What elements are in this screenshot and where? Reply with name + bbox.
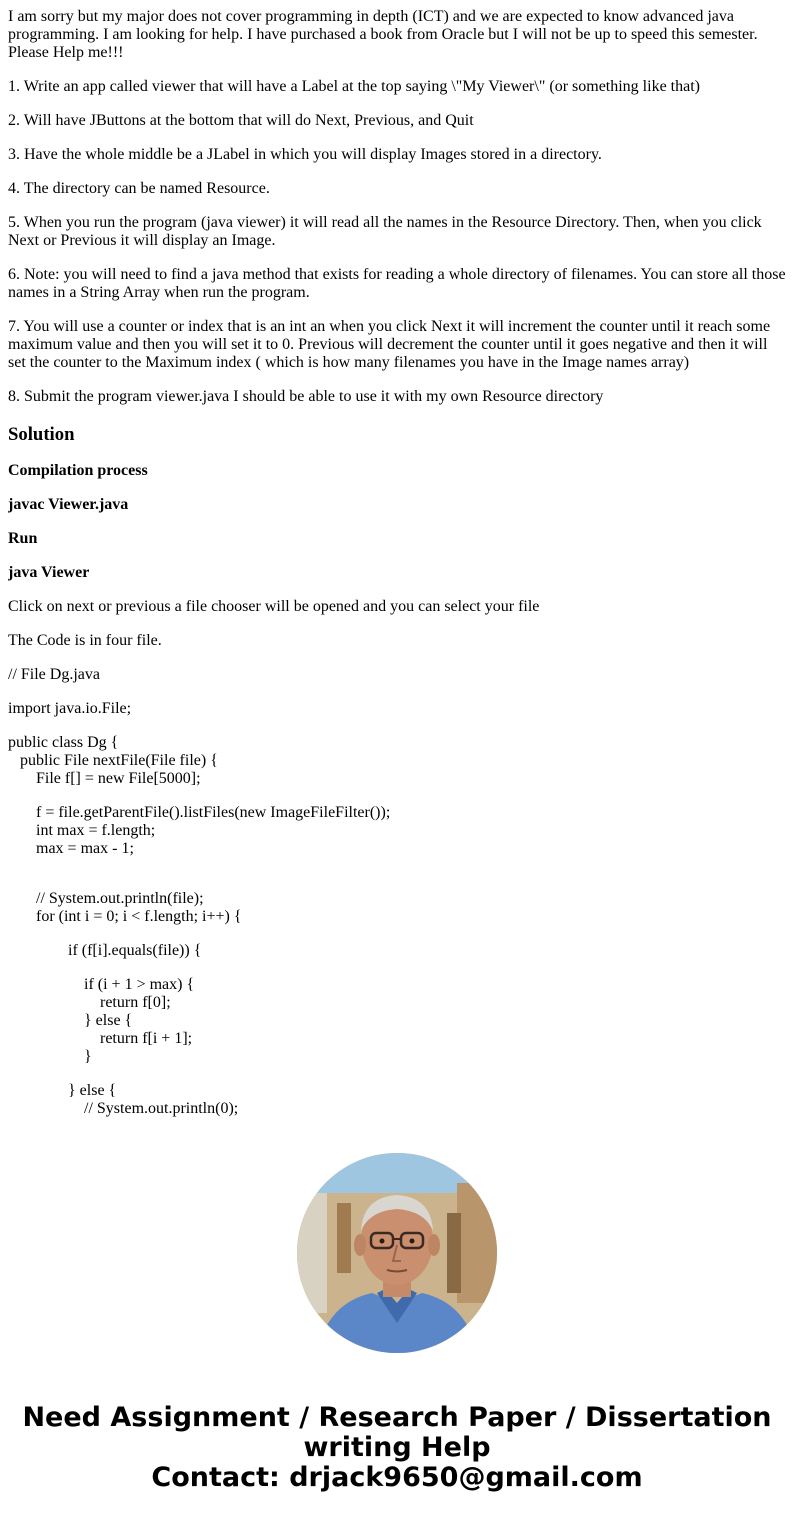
code-line: // System.out.println(0); <box>8 1100 239 1117</box>
question-item-7: 7. You will use a counter or index that is an int an when you click Next it will increment the counter until it reach some maximum value and then you will set it to 0. Previous will decrement the counter until it goes negative and then it will set the counter to the Maximum index ( which is how many filenames you have in the Image names array) <box>8 318 771 371</box>
document-body <box>8 8 788 1122</box>
question-intro: I am sorry but my major does not cover programming in depth (ICT) and we are expected to know advanced java programming. I am looking for help. I have purchased a book from Oracle but I will not be up to speed this semester. Please Help me!!! <box>8 8 758 61</box>
code-line: } <box>8 1048 92 1065</box>
question-item-6: 6. Note: you will need to find a java method that exists for reading a whole directory of filenames. You can store all those names in a String Array when run the program. <box>8 266 786 301</box>
code-blank-line <box>8 1066 788 1082</box>
files-note: The Code is in four file. <box>8 632 162 649</box>
code-blank-line <box>8 960 788 976</box>
code-line: public File nextFile(File file) { <box>8 752 218 769</box>
author-avatar <box>297 1153 497 1353</box>
solution-heading: Solution <box>8 424 75 445</box>
compile-command: javac Viewer.java <box>8 496 129 513</box>
code-blank-line <box>8 858 788 874</box>
run-command: java Viewer <box>8 564 90 581</box>
code-blank-line <box>8 788 788 804</box>
code-line: public class Dg { <box>8 734 119 751</box>
code-line: return f[0]; <box>8 994 171 1011</box>
code-line: } else { <box>8 1082 117 1099</box>
code-blank-line <box>8 926 788 942</box>
code-line: // System.out.println(file); <box>8 890 204 907</box>
promo-contact: Contact: drjack9650@gmail.com <box>151 1462 643 1493</box>
code-line: return f[i + 1]; <box>8 1030 193 1047</box>
file-comment: // File Dg.java <box>8 666 100 683</box>
code-line: File f[] = new File[5000]; <box>8 770 201 787</box>
code-line: if (f[i].equals(file)) { <box>8 942 202 959</box>
promo-banner <box>0 1403 794 1493</box>
code-blank-line <box>8 874 788 890</box>
question-item-8: 8. Submit the program viewer.java I should be able to use it with my own Resource directory <box>8 388 604 405</box>
compilation-label: Compilation process <box>8 462 148 479</box>
run-label: Run <box>8 530 38 547</box>
question-item-1: 1. Write an app called viewer that will have a Label at the top saying \"My Viewer\" (or something like that) <box>8 78 700 95</box>
promo-line-2: writing Help <box>303 1432 491 1463</box>
question-item-5: 5. When you run the program (java viewer) it will read all the names in the Resource Directory. Then, when you click Next or Previous it will display an Image. <box>8 214 762 249</box>
code-line: for (int i = 0; i < f.length; i++) { <box>8 908 242 925</box>
code-line: } else { <box>8 1012 133 1029</box>
code-line: f = file.getParentFile().listFiles(new ImageFileFilter()); <box>8 804 391 821</box>
code-block <box>8 734 788 1118</box>
solution-note: Click on next or previous a file chooser will be opened and you can select your file <box>8 598 540 615</box>
code-line: int max = f.length; <box>8 822 156 839</box>
question-item-2: 2. Will have JButtons at the bottom that will do Next, Previous, and Quit <box>8 112 474 129</box>
question-item-3: 3. Have the whole middle be a JLabel in which you will display Images stored in a directory. <box>8 146 602 163</box>
code-line: if (i + 1 > max) { <box>8 976 195 993</box>
import-line: import java.io.File; <box>8 700 132 717</box>
code-line: max = max - 1; <box>8 840 134 857</box>
portrait-image <box>297 1153 497 1353</box>
promo-line-1: Need Assignment / Research Paper / Dissertation <box>22 1402 772 1433</box>
question-item-4: 4. The directory can be named Resource. <box>8 180 270 197</box>
question-section <box>8 8 788 406</box>
